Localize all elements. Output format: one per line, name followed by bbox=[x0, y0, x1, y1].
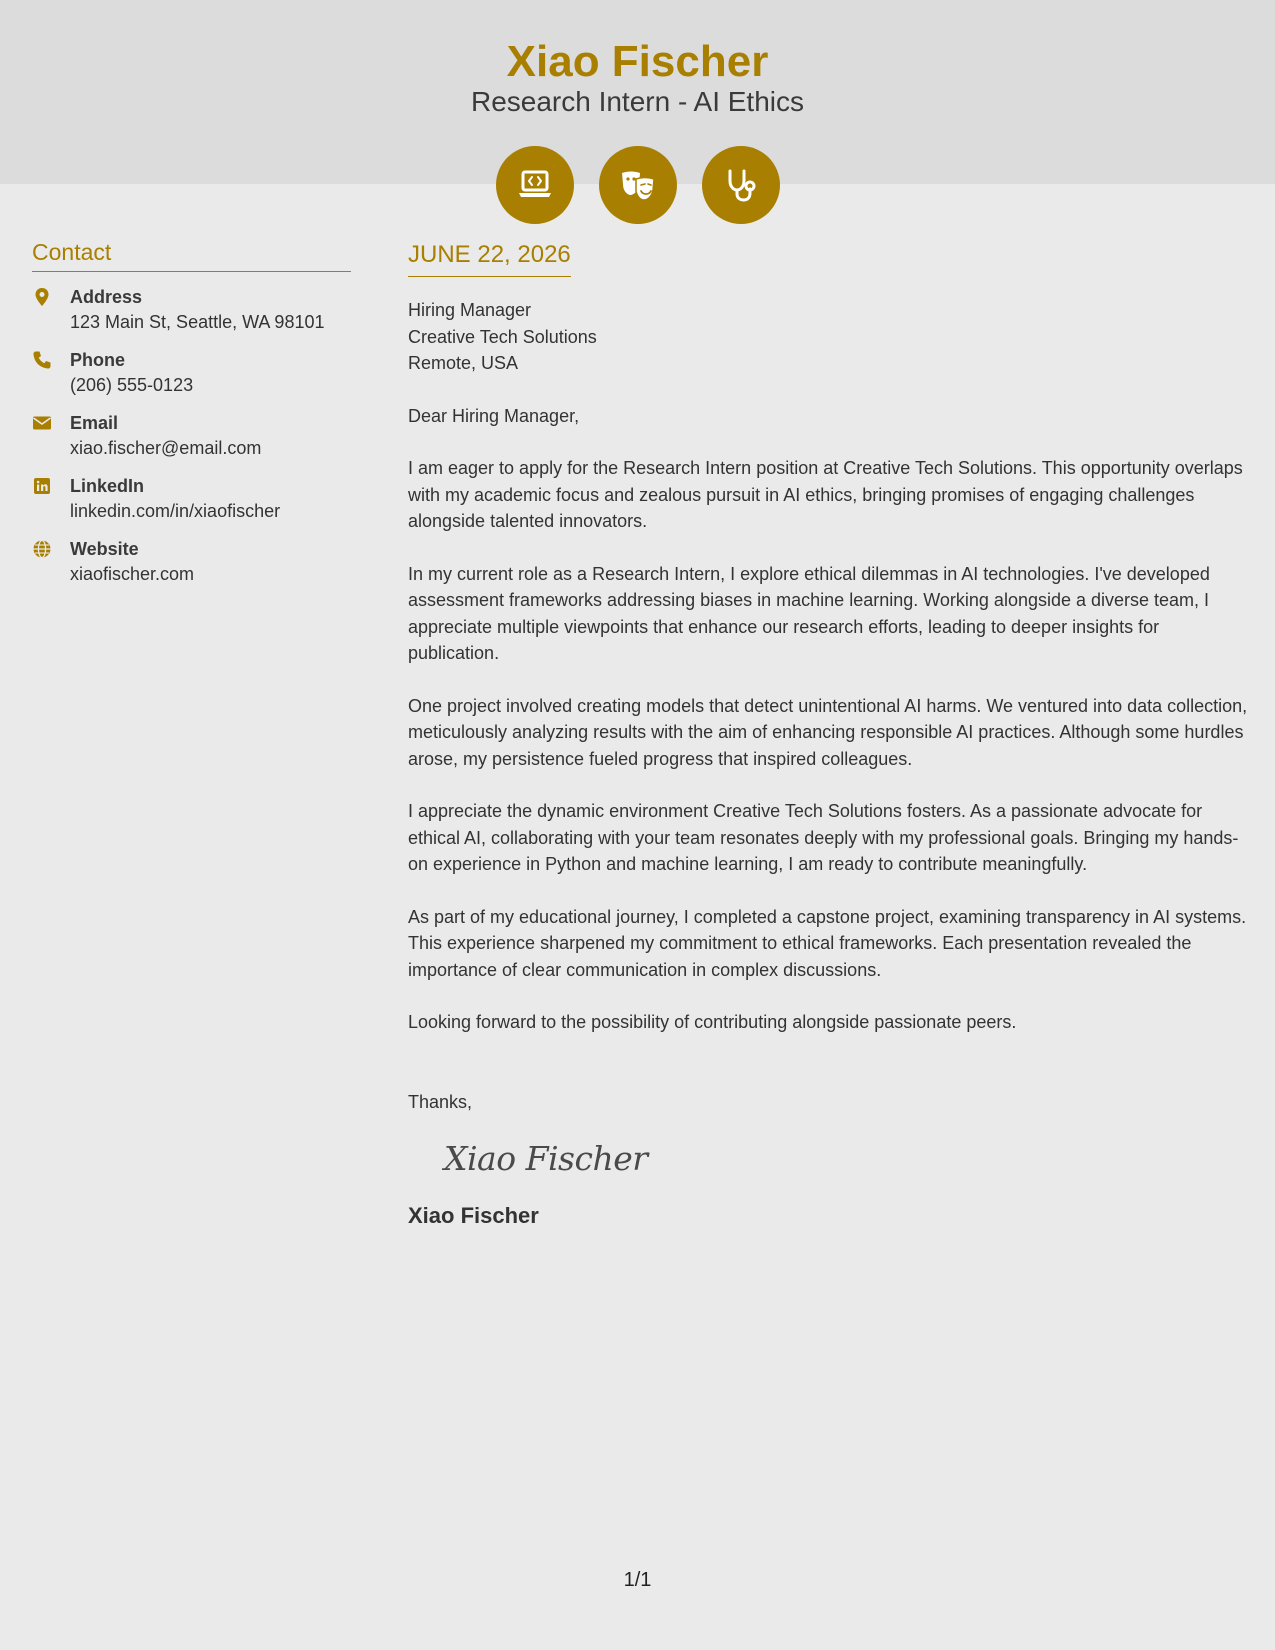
letter-paragraph: As part of my educational journey, I completed a capstone project, examining transparency in AI systems. This experience sharpened my commitment to ethical frameworks. Each presentation revealed the importance of clear communication in complex discussions. bbox=[408, 906, 1247, 980]
laptop-code-badge bbox=[496, 146, 574, 224]
recipient-line: Hiring Manager bbox=[408, 300, 532, 320]
website-value[interactable]: xiaofischer.com bbox=[70, 564, 195, 584]
recipient-line: Remote, USA bbox=[408, 353, 519, 373]
contact-label: Phone bbox=[70, 350, 126, 370]
contact-address bbox=[32, 285, 351, 335]
email-value[interactable]: xiao.fischer@email.com bbox=[70, 438, 262, 458]
contact-label: Address bbox=[70, 287, 143, 307]
linkedin-value[interactable]: linkedin.com/in/xiaofischer bbox=[70, 501, 281, 521]
contact-email bbox=[32, 411, 351, 461]
header-icon-row bbox=[0, 146, 1275, 224]
closing: Thanks, bbox=[408, 1091, 473, 1112]
theater-masks-badge bbox=[599, 146, 677, 224]
letter-body bbox=[408, 240, 1248, 1231]
letter-paragraph: In my current role as a Research Intern, I explore ethical dilemmas in AI technologies. I've developed assessment frameworks addressing biases in machine learning. Working alongside a diverse team, I appreciate multiple viewpoints that enhance our research efforts, leading to deeper insights for publication. bbox=[408, 563, 1210, 663]
letter-paragraph: One project involved creating models that detect unintentional AI harms. We ventured into data collection, meticulously analyzing results with the aim of enhancing responsible AI practices. Although some hurdles arose, my persistence fueled progress that inspired colleagues. bbox=[408, 695, 1248, 769]
job-title: Research Intern - AI Ethics bbox=[470, 86, 805, 117]
contact-label: Website bbox=[70, 539, 139, 559]
stethoscope-icon bbox=[721, 165, 761, 205]
applicant-name: Xiao Fischer bbox=[506, 37, 769, 86]
address-value: 123 Main St, Seattle, WA 98101 bbox=[70, 312, 325, 332]
contact-phone bbox=[32, 348, 351, 398]
contact-heading: Contact bbox=[32, 238, 351, 272]
letter-paragraph: I appreciate the dynamic environment Creative Tech Solutions fosters. As a passionate advocate for ethical AI, collaborating with your team resonates deeply with my professional goals. Bringing my hands-on experience in Python and machine learning, I am ready to contribute meaningfully. bbox=[408, 801, 1239, 874]
letter-date: JUNE 22, 2026 bbox=[408, 240, 571, 277]
globe-icon bbox=[32, 539, 52, 559]
linkedin-icon bbox=[32, 476, 52, 496]
contact-label: Email bbox=[70, 413, 119, 433]
theater-masks-icon bbox=[618, 165, 658, 205]
recipient-block bbox=[408, 297, 1248, 377]
stethoscope-badge bbox=[702, 146, 780, 224]
map-pin-icon bbox=[32, 287, 52, 307]
contact-label: LinkedIn bbox=[70, 476, 145, 496]
contact-linkedin bbox=[32, 474, 351, 524]
letter-paragraph: Looking forward to the possibility of contributing alongside passionate peers. bbox=[408, 1012, 1017, 1032]
envelope-icon bbox=[32, 413, 52, 433]
salutation: Dear Hiring Manager, bbox=[408, 405, 580, 426]
contact-sidebar bbox=[32, 238, 351, 587]
handwritten-signature: Xiao Fischer bbox=[444, 1139, 648, 1178]
letter-paragraph: I am eager to apply for the Research Intern position at Creative Tech Solutions. This opportunity overlaps with my academic focus and zealous pursuit in AI ethics, bringing promises of engaging challenges alongside talented innovators. bbox=[408, 458, 1243, 531]
phone-icon bbox=[32, 350, 52, 370]
phone-value: (206) 555-0123 bbox=[70, 375, 194, 395]
page-number: 1/1 bbox=[623, 1569, 652, 1591]
laptop-code-icon bbox=[515, 165, 555, 205]
recipient-line: Creative Tech Solutions bbox=[408, 326, 597, 347]
signer-name: Xiao Fischer bbox=[408, 1203, 539, 1228]
contact-website bbox=[32, 537, 351, 587]
